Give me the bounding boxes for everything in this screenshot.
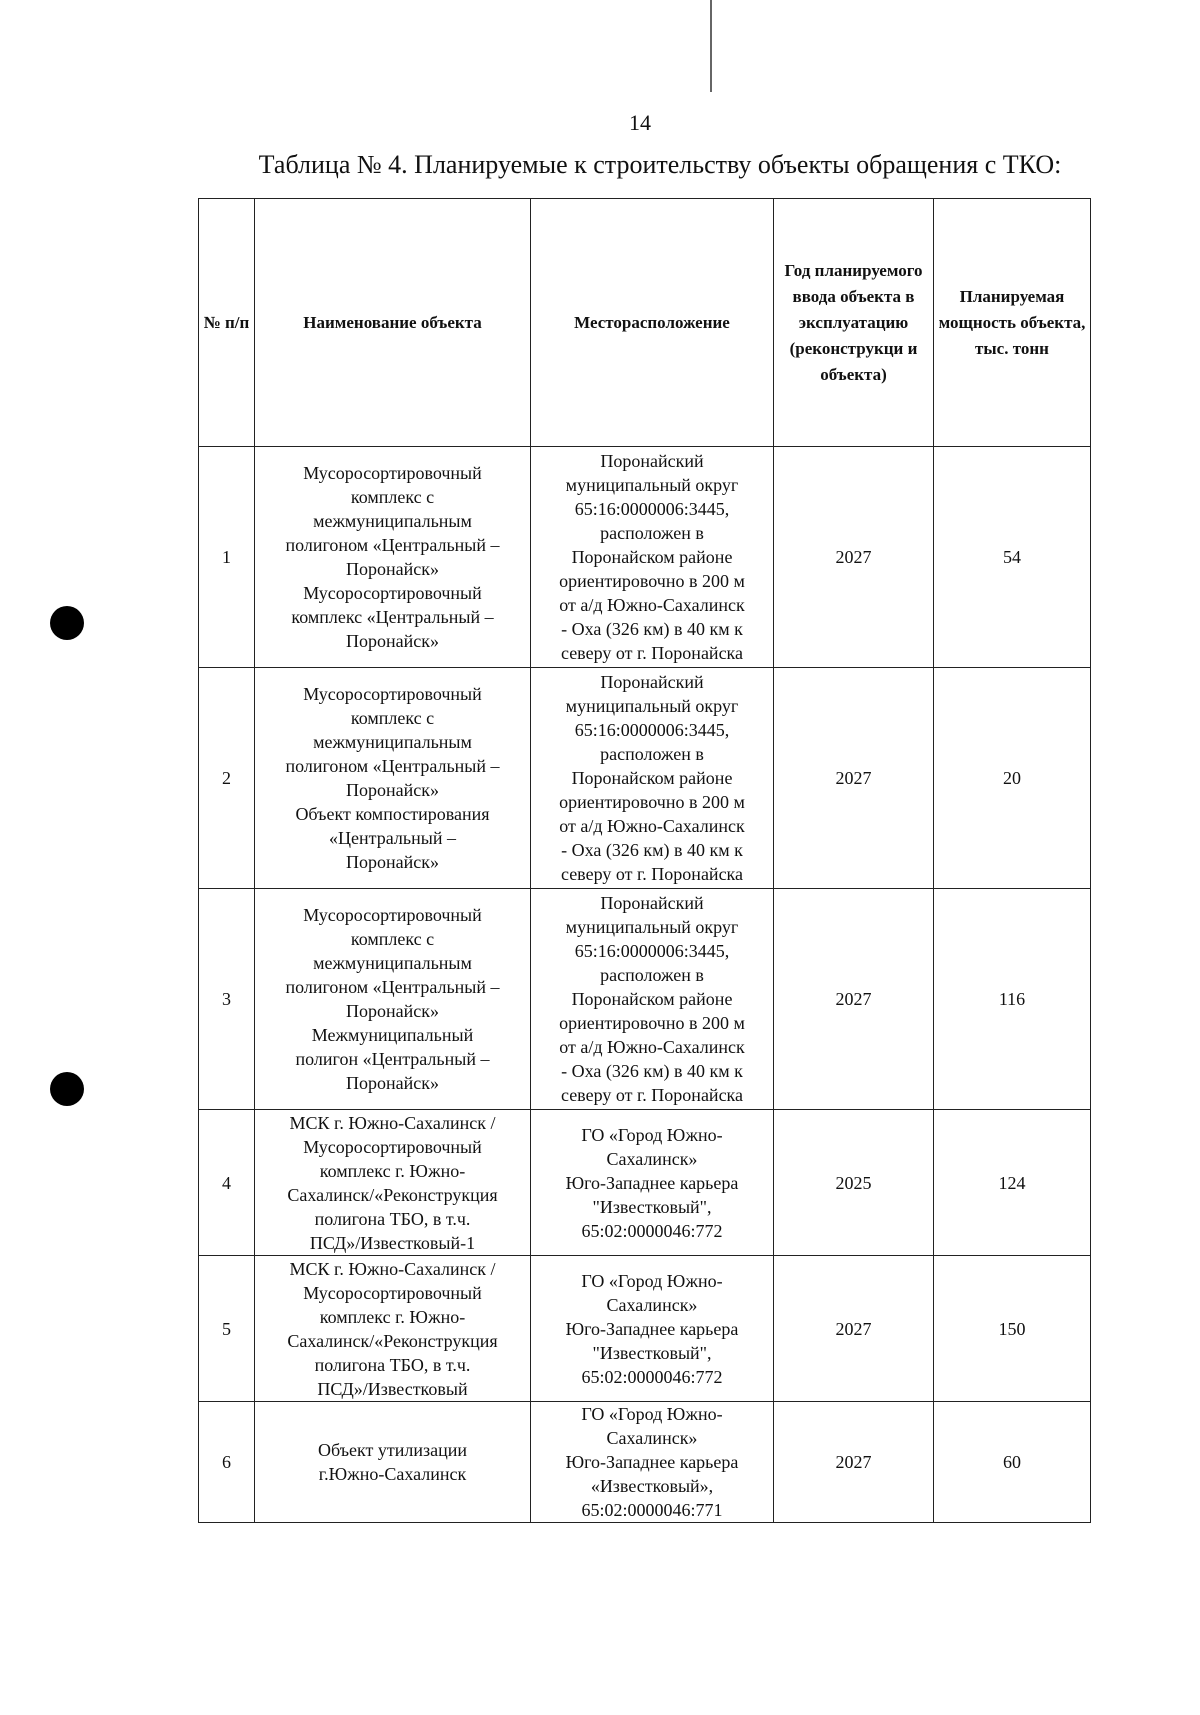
cell-capacity: 124 bbox=[934, 1110, 1091, 1256]
page-number: 14 bbox=[629, 110, 651, 135]
header-location: Месторасположение bbox=[531, 199, 774, 447]
cell-year: 2027 bbox=[774, 889, 934, 1110]
cell-location: Поронайский муниципальный округ 65:16:0000006:3445, расположен в Поронайском районе ориентировочно в 200 м от а/д Южно-Сахалинск - Оха (326 км) в 40 км к северу от г. Поронайска bbox=[531, 668, 774, 889]
cell-number: 6 bbox=[199, 1402, 255, 1523]
cell-capacity: 150 bbox=[934, 1256, 1091, 1402]
table-row bbox=[199, 668, 1091, 889]
cell-number: 2 bbox=[199, 668, 255, 889]
cell-year: 2025 bbox=[774, 1110, 934, 1256]
cell-capacity: 20 bbox=[934, 668, 1091, 889]
punch-hole-mark bbox=[50, 1072, 84, 1106]
scan-edge-line bbox=[710, 0, 712, 92]
header-number: № п/п bbox=[199, 199, 255, 447]
table-row bbox=[199, 889, 1091, 1110]
table-row bbox=[199, 1256, 1091, 1402]
cell-year: 2027 bbox=[774, 1256, 934, 1402]
cell-location: ГО «Город Южно- Сахалинск» Юго-Западнее карьера «Известковый», 65:02:0000046:771 bbox=[531, 1402, 774, 1523]
cell-number: 4 bbox=[199, 1110, 255, 1256]
cell-number: 3 bbox=[199, 889, 255, 1110]
cell-name: МСК г. Южно-Сахалинск / Мусоросортировочный комплекс г. Южно- Сахалинск/«Реконструкция полигона ТБО, в т.ч. ПСД»/Известковый bbox=[255, 1256, 531, 1402]
table-row bbox=[199, 1110, 1091, 1256]
cell-capacity: 116 bbox=[934, 889, 1091, 1110]
facilities-table bbox=[198, 198, 1091, 1523]
cell-location: Поронайский муниципальный округ 65:16:0000006:3445, расположен в Поронайском районе ориентировочно в 200 м от а/д Южно-Сахалинск - Оха (326 км) в 40 км к северу от г. Поронайска bbox=[531, 447, 774, 668]
cell-year: 2027 bbox=[774, 668, 934, 889]
header-name: Наименование объекта bbox=[255, 199, 531, 447]
table-title: Таблица № 4. Планируемые к строительству объекты обращения с ТКО: bbox=[258, 150, 1062, 179]
cell-name: Мусоросортировочный комплекс с межмуниципальным полигоном «Центральный – Поронайск» Межмуниципальный полигон «Центральный – Поронайск» bbox=[255, 889, 531, 1110]
cell-name: Мусоросортировочный комплекс с межмуниципальным полигоном «Центральный – Поронайск» Объект компостирования «Центральный – Поронайск» bbox=[255, 668, 531, 889]
header-year: Год планируемого ввода объекта в эксплуатацию (реконструкци и объекта) bbox=[774, 199, 934, 447]
cell-name: МСК г. Южно-Сахалинск / Мусоросортировочный комплекс г. Южно- Сахалинск/«Реконструкция полигона ТБО, в т.ч. ПСД»/Известковый-1 bbox=[255, 1110, 531, 1256]
cell-year: 2027 bbox=[774, 1402, 934, 1523]
cell-name: Объект утилизации г.Южно-Сахалинск bbox=[255, 1402, 531, 1523]
table-row bbox=[199, 1402, 1091, 1523]
table-header-row bbox=[199, 199, 1091, 447]
cell-capacity: 60 bbox=[934, 1402, 1091, 1523]
cell-number: 1 bbox=[199, 447, 255, 668]
cell-location: ГО «Город Южно- Сахалинск» Юго-Западнее карьера "Известковый", 65:02:0000046:772 bbox=[531, 1256, 774, 1402]
cell-location: ГО «Город Южно- Сахалинск» Юго-Западнее карьера "Известковый", 65:02:0000046:772 bbox=[531, 1110, 774, 1256]
cell-name: Мусоросортировочный комплекс с межмуниципальным полигоном «Центральный – Поронайск» Мусоросортировочный комплекс «Центральный – Поронайск» bbox=[255, 447, 531, 668]
cell-location: Поронайский муниципальный округ 65:16:0000006:3445, расположен в Поронайском районе ориентировочно в 200 м от а/д Южно-Сахалинск - Оха (326 км) в 40 км к северу от г. Поронайска bbox=[531, 889, 774, 1110]
table-row bbox=[199, 447, 1091, 668]
cell-year: 2027 bbox=[774, 447, 934, 668]
punch-hole-mark bbox=[50, 606, 84, 640]
header-capacity: Планируемая мощность объекта, тыс. тонн bbox=[934, 199, 1091, 447]
cell-capacity: 54 bbox=[934, 447, 1091, 668]
cell-number: 5 bbox=[199, 1256, 255, 1402]
